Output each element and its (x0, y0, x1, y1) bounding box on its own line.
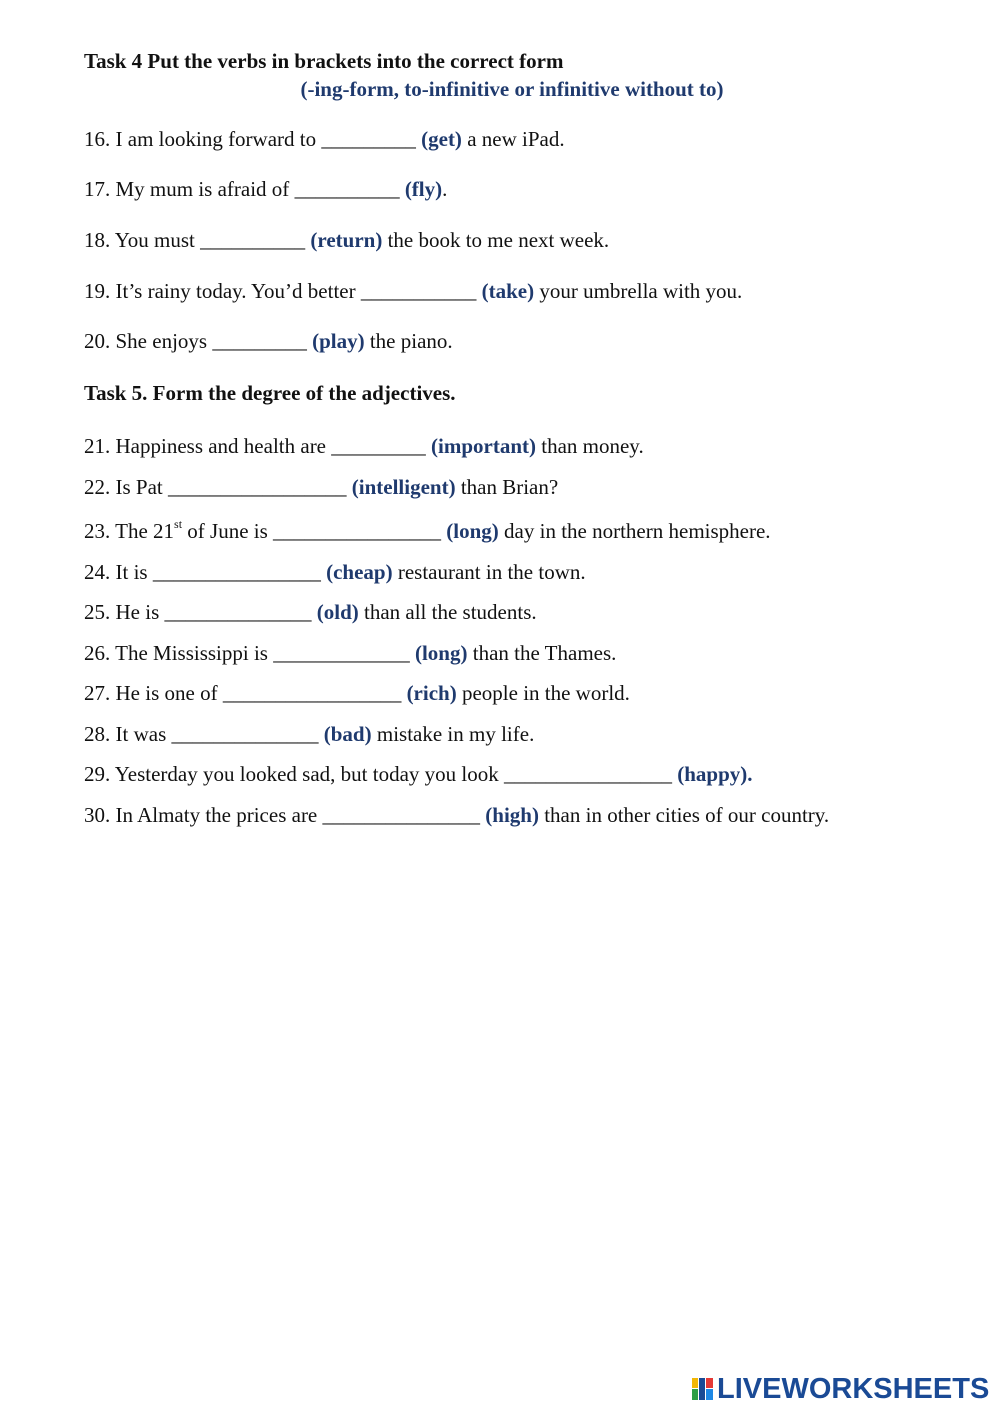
answer-blank[interactable]: _________ (212, 329, 307, 353)
item-text: 27. He is one of (84, 681, 223, 705)
ordinal-suffix: st (174, 517, 183, 531)
adjective-hint: (high) (485, 803, 539, 827)
adjective-hint: (bad) (323, 722, 372, 746)
exercise-item-18 (84, 227, 609, 253)
item-text: 17. My mum is afraid of (84, 177, 295, 201)
exercise-item-24 (84, 559, 586, 585)
answer-blank[interactable]: _________________ (222, 681, 402, 705)
adjective-hint: (rich) (406, 681, 457, 705)
answer-blank[interactable]: ______________ (164, 600, 312, 624)
verb-hint: (return) (310, 228, 383, 252)
verb-hint: (take) (481, 279, 535, 303)
item-text: 20. She enjoys (84, 329, 213, 353)
item-text: 29. Yesterday you looked sad, but today you look (84, 762, 504, 786)
answer-blank[interactable]: _______________ (322, 803, 481, 827)
item-text-after: than in other cities of our country. (538, 803, 830, 827)
task5-title: Task 5. Form the degree of the adjectives. (84, 381, 456, 405)
task4-title: Task 4 Put the verbs in brackets into the correct form (84, 49, 564, 73)
item-text-after: day in the northern hemisphere. (498, 519, 771, 543)
item-text-after: mistake in my life. (371, 722, 535, 746)
adjective-hint: (old) (316, 600, 359, 624)
item-text-after: restaurant in the town. (392, 560, 586, 584)
verb-hint: (fly) (404, 177, 443, 201)
item-text-mid: of June is (182, 519, 274, 543)
adjective-hint: (important) (431, 434, 536, 458)
adjective-hint: (long) (414, 641, 468, 665)
item-text-after: than Brian? (455, 475, 559, 499)
item-text: 23. The 21 (84, 519, 175, 543)
item-text: 22. Is Pat (84, 475, 168, 499)
item-text: 25. He is (84, 600, 165, 624)
exercise-item-20 (84, 328, 453, 354)
item-text: 19. It’s rainy today. You’d better (84, 279, 361, 303)
item-text: 21. Happiness and health are (84, 434, 332, 458)
answer-blank[interactable]: ________________ (273, 519, 442, 543)
verb-hint: (play) (312, 329, 365, 353)
item-text-after: than money. (536, 434, 644, 458)
exercise-item-30 (84, 802, 829, 828)
exercise-item-21 (84, 433, 644, 459)
exercise-item-26 (84, 640, 616, 666)
item-text-after: than all the students. (358, 600, 537, 624)
answer-blank[interactable]: ________________ (152, 560, 321, 584)
item-text: 18. You must (84, 228, 201, 252)
exercise-item-16 (84, 126, 565, 152)
item-text: 26. The Mississippi is (84, 641, 274, 665)
answer-blank[interactable]: _________________ (168, 475, 347, 499)
verb-hint: (get) (421, 127, 462, 151)
exercise-item-22 (84, 474, 558, 500)
item-text-after: people in the world. (456, 681, 630, 705)
answer-blank[interactable]: _________ (321, 127, 416, 151)
liveworksheets-logo-icon (692, 1378, 714, 1400)
item-text-after: a new iPad. (461, 127, 565, 151)
item-text-after: your umbrella with you. (534, 279, 743, 303)
item-text: 24. It is (84, 560, 153, 584)
item-text: 28. It was (84, 722, 172, 746)
answer-blank[interactable]: ________________ (503, 762, 672, 786)
answer-blank[interactable]: __________ (200, 228, 306, 252)
exercise-item-29 (84, 761, 753, 787)
item-text: 16. I am looking forward to (84, 127, 322, 151)
item-text-after: . (442, 177, 448, 201)
exercise-item-17 (84, 176, 447, 202)
item-text: 30. In Almaty the prices are (84, 803, 323, 827)
exercise-item-28 (84, 721, 534, 747)
exercise-item-25 (84, 599, 537, 625)
exercise-item-27 (84, 680, 630, 706)
answer-blank[interactable]: _____________ (273, 641, 410, 665)
adjective-hint: (long) (446, 519, 499, 543)
adjective-hint: (happy). (677, 762, 753, 786)
adjective-hint: (cheap) (326, 560, 393, 584)
adjective-hint: (intelligent) (351, 475, 456, 499)
logo-text: LIVEWORKSHEETS (717, 1373, 990, 1405)
exercise-item-23 (84, 518, 771, 547)
exercise-item-19 (84, 278, 742, 304)
task4-subtitle: (-ing-form, to-infinitive or infinitive without to) (300, 77, 724, 101)
item-text-after: the piano. (364, 329, 453, 353)
item-text-after: the book to me next week. (382, 228, 610, 252)
answer-blank[interactable]: ______________ (171, 722, 319, 746)
answer-blank[interactable]: _________ (331, 434, 426, 458)
item-text-after: than the Thames. (467, 641, 617, 665)
answer-blank[interactable]: __________ (294, 177, 400, 201)
answer-blank[interactable]: ___________ (360, 279, 477, 303)
